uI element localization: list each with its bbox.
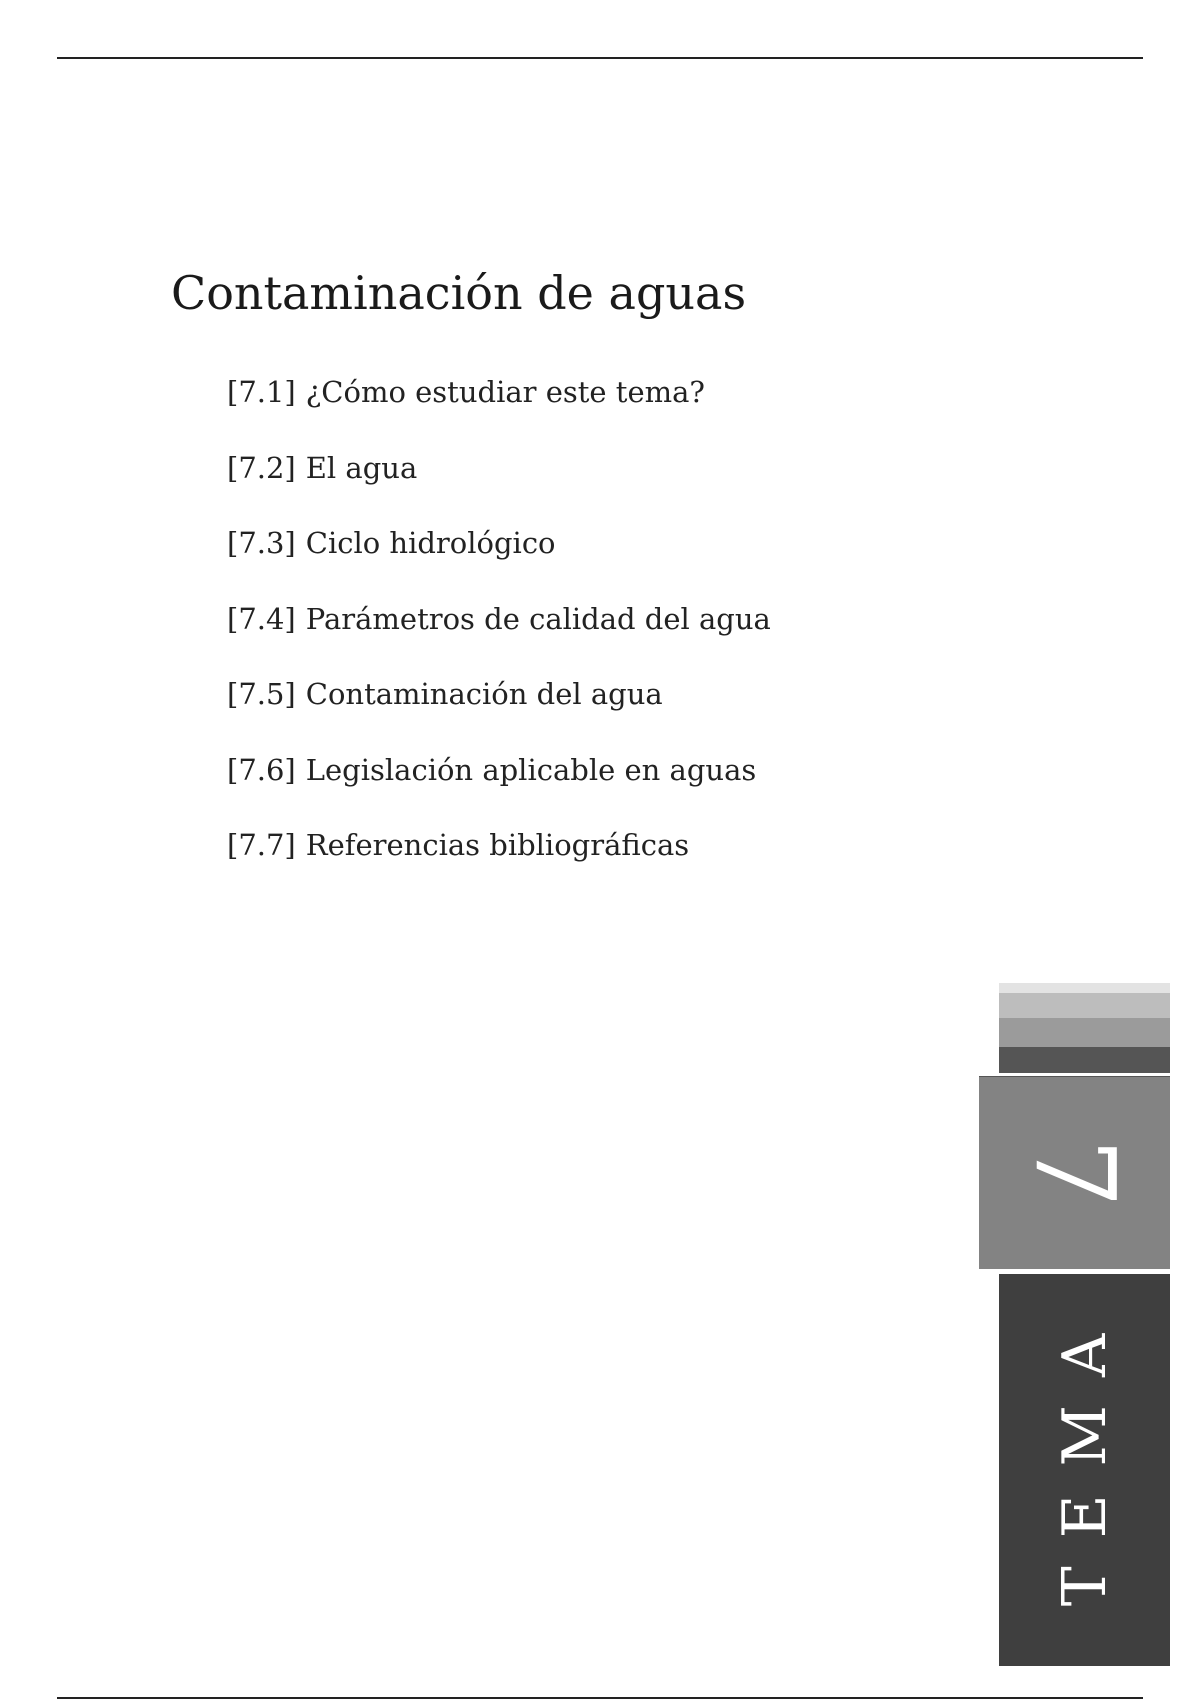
toc-item <box>227 750 771 826</box>
chapter-number: 7 <box>1010 1138 1139 1208</box>
tab-stripe <box>999 1018 1170 1047</box>
tab-stripe <box>999 993 1170 1018</box>
toc-item <box>227 448 771 524</box>
chapter-label-tab <box>999 1274 1170 1666</box>
tab-stripe <box>999 983 1170 993</box>
toc-item-number: [7.4] <box>227 601 296 636</box>
toc-item-label: ¿Cómo estudiar este tema? <box>305 375 705 409</box>
chapter-number-tab <box>979 1076 1170 1269</box>
page-title: Contaminación de aguas <box>171 266 747 320</box>
toc-item-label: Parámetros de calidad del agua <box>305 601 771 636</box>
toc-item-label: Ciclo hidrológico <box>305 526 556 560</box>
chapter-label: TEMA <box>1049 1305 1120 1607</box>
toc-item <box>227 825 771 901</box>
toc-item-label: Contaminación del agua <box>305 677 663 711</box>
toc-item <box>227 674 771 750</box>
toc-item <box>227 599 771 675</box>
toc-item-number: [7.3] <box>227 526 296 560</box>
tab-stripes <box>999 983 1170 1073</box>
toc-item-number: [7.2] <box>227 450 296 485</box>
top-rule <box>57 57 1143 59</box>
toc-item-label: El agua <box>305 450 418 485</box>
toc-item <box>227 372 771 448</box>
bottom-rule <box>57 1697 1143 1699</box>
toc-item-number: [7.7] <box>227 828 296 862</box>
toc-item-number: [7.6] <box>227 752 296 787</box>
table-of-contents <box>227 372 771 901</box>
tab-stripe <box>999 1047 1170 1073</box>
toc-item-number: [7.1] <box>227 375 296 409</box>
toc-item-label: Referencias bibliográficas <box>305 828 690 862</box>
toc-item <box>227 523 771 599</box>
toc-item-label: Legislación aplicable en aguas <box>305 752 757 787</box>
toc-item-number: [7.5] <box>227 677 296 711</box>
